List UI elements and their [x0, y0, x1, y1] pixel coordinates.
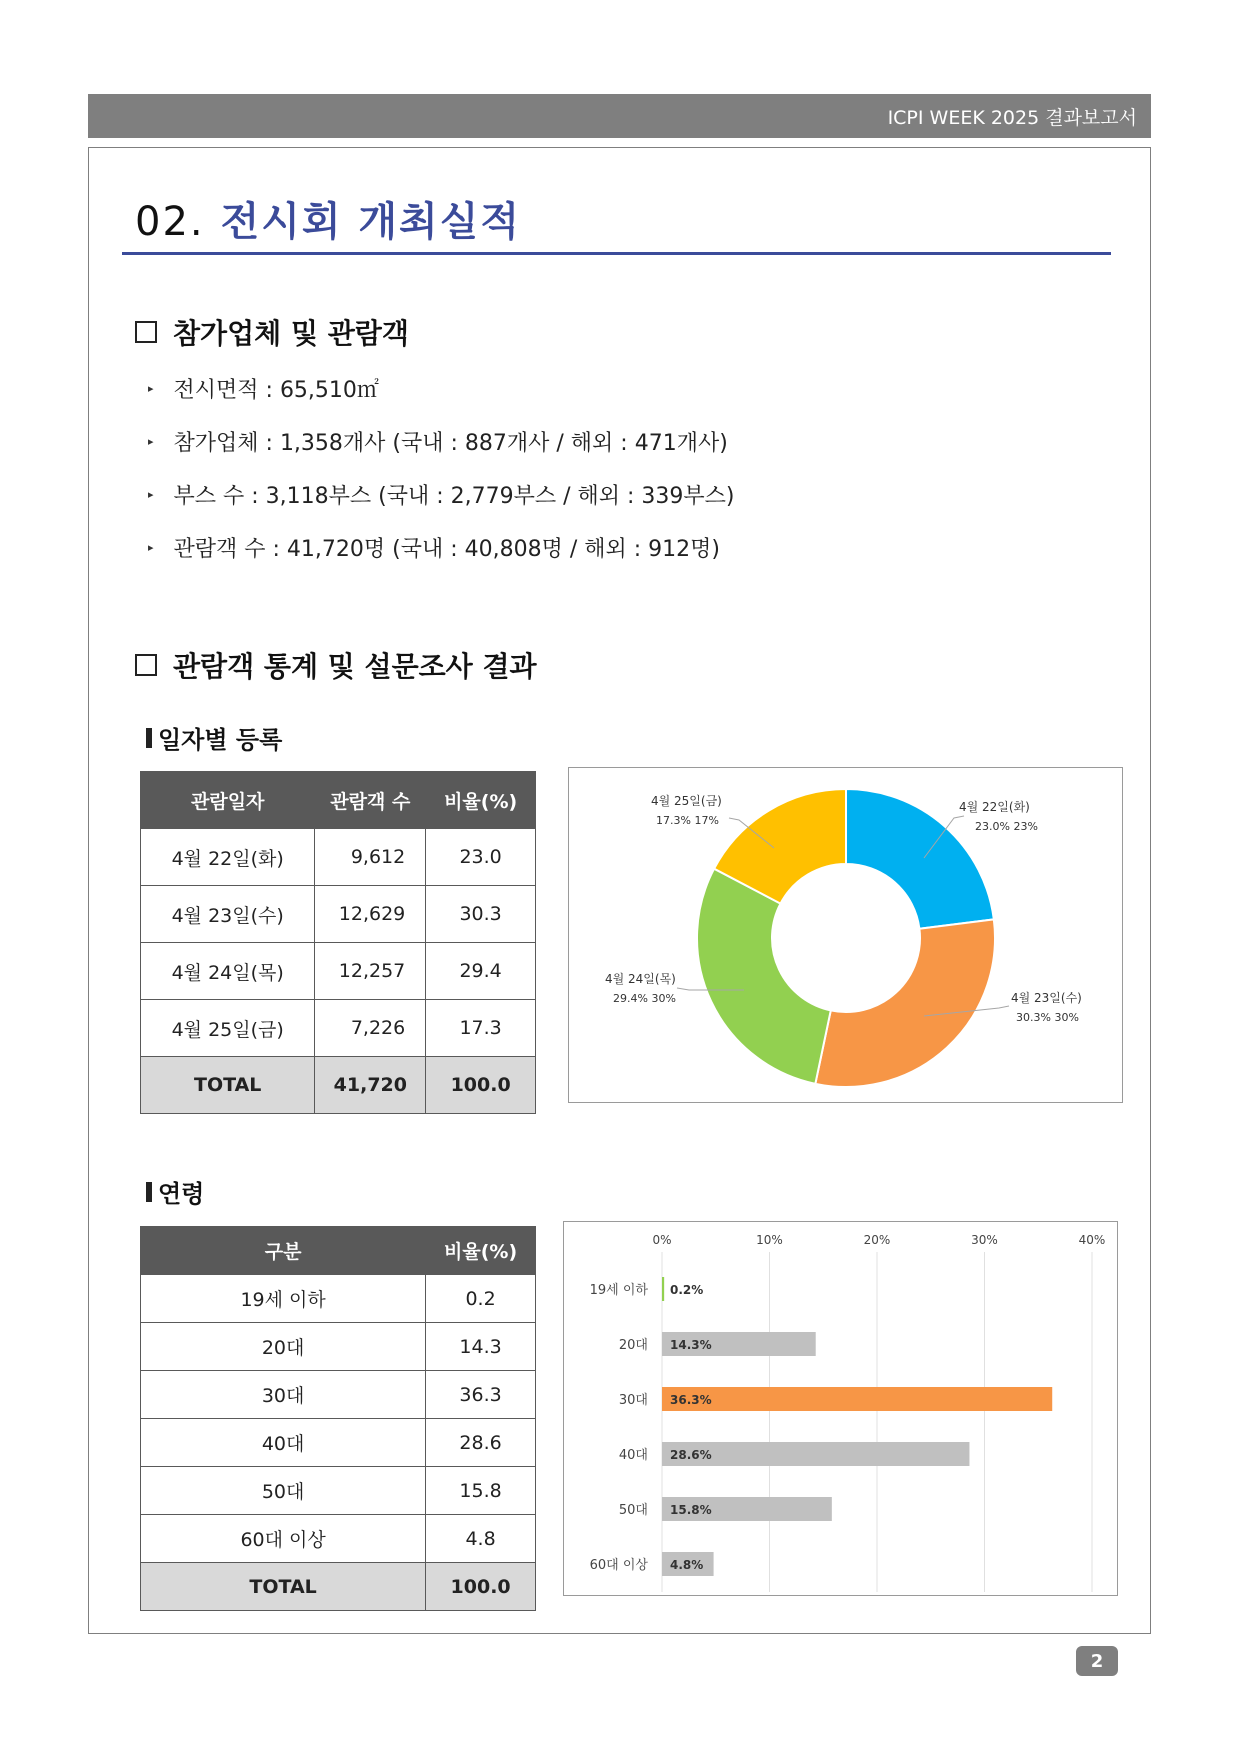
table-row	[141, 1323, 536, 1371]
section-participants	[135, 312, 409, 352]
page-title	[135, 190, 521, 247]
subsection-age-title: 연령	[158, 1180, 205, 1208]
bullet-item	[148, 521, 735, 574]
table-cell: 0.2	[426, 1275, 536, 1323]
donut-value-label: 23.0% 23%	[975, 820, 1038, 833]
table-cell: 20대	[141, 1323, 426, 1371]
section-visitor-stats	[135, 645, 537, 685]
table-cell: 100.0	[426, 1563, 536, 1611]
table-cell: 28.6	[426, 1419, 536, 1467]
donut-slice	[697, 869, 831, 1084]
bar-category-label: 40대	[618, 1448, 648, 1463]
bullet-item	[148, 415, 735, 468]
table-cell: 4월 23일(수)	[141, 886, 315, 943]
subsection-age	[146, 1174, 204, 1209]
table-cell: 30.3	[426, 886, 536, 943]
bullet-text: 관람객 수 : 41,720명 (국내 : 40,808명 / 해외 : 912명)	[173, 537, 720, 562]
table-cell: 4.8	[426, 1515, 536, 1563]
bar-axis-tick-label: 0%	[652, 1233, 672, 1247]
table-header-row	[141, 772, 536, 829]
table-row	[141, 829, 536, 886]
bar-category-label: 60대 이상	[589, 1558, 648, 1573]
bar-data-label: 36.3%	[670, 1393, 712, 1407]
bar-axis-tick-label: 10%	[756, 1233, 783, 1247]
bullet-item	[148, 362, 735, 415]
table-cell: 29.4	[426, 943, 536, 1000]
table-row	[141, 1000, 536, 1057]
table-header-cell: 관람일자	[141, 772, 315, 829]
donut-category-label: 4월 24일(목)	[605, 972, 676, 986]
bar-category-label: 20대	[618, 1338, 648, 1353]
bar-data-label: 4.8%	[670, 1558, 704, 1572]
donut-category-label: 4월 22일(화)	[959, 800, 1030, 814]
daily-donut-chart	[568, 767, 1123, 1103]
table-row	[141, 1275, 536, 1323]
table-cell: 12,629	[315, 886, 426, 943]
bullet-text: 참가업체 : 1,358개사 (국내 : 887개사 / 해외 : 471개사)	[173, 431, 728, 456]
page-title-text: 전시회 개최실적	[220, 199, 521, 245]
donut-chart-svg	[569, 768, 1124, 1104]
table-cell: 17.3	[426, 1000, 536, 1057]
donut-value-label: 17.3% 17%	[656, 814, 719, 827]
triangle-bullet-icon: ▸	[148, 541, 154, 554]
table-row	[141, 1419, 536, 1467]
table-cell: 100.0	[426, 1057, 536, 1114]
header-bar	[88, 94, 1151, 138]
bar-data-label: 28.6%	[670, 1448, 712, 1462]
bar-data-label: 0.2%	[670, 1283, 704, 1297]
bar-marker-icon	[146, 728, 152, 748]
bullet-item	[148, 468, 735, 521]
bar-axis-tick-label: 20%	[863, 1233, 891, 1247]
table-cell: 4월 22일(화)	[141, 829, 315, 886]
table-cell: 4월 25일(금)	[141, 1000, 315, 1057]
table-cell: 14.3	[426, 1323, 536, 1371]
table-cell: 23.0	[426, 829, 536, 886]
table-cell: TOTAL	[141, 1057, 315, 1114]
table-cell: 7,226	[315, 1000, 426, 1057]
bar-axis-tick-label: 30%	[971, 1233, 998, 1247]
age-table	[140, 1226, 536, 1611]
donut-value-label: 29.4% 30%	[613, 992, 676, 1005]
table-total-row	[141, 1563, 536, 1611]
donut-value-label: 30.3% 30%	[1016, 1011, 1079, 1024]
title-underline	[122, 252, 1111, 255]
table-total-row	[141, 1057, 536, 1114]
triangle-bullet-icon: ▸	[148, 488, 154, 501]
table-row	[141, 886, 536, 943]
bar-category-label: 19세 이하	[589, 1283, 648, 1298]
bar-category-label: 50대	[618, 1503, 648, 1518]
table-row	[141, 943, 536, 1000]
table-cell: 4월 24일(목)	[141, 943, 315, 1000]
table-cell: 12,257	[315, 943, 426, 1000]
bar-axis-tick-label: 40%	[1078, 1233, 1106, 1247]
subsection-daily	[146, 720, 282, 755]
bar-marker-icon	[146, 1182, 152, 1202]
table-header-cell: 비율(%)	[426, 1227, 536, 1275]
table-cell: 36.3	[426, 1371, 536, 1419]
section-participants-title: 참가업체 및 관람객	[173, 317, 409, 350]
table-cell: 50대	[141, 1467, 426, 1515]
table-cell: 30대	[141, 1371, 426, 1419]
bar-data-label: 15.8%	[670, 1503, 712, 1517]
table-row	[141, 1467, 536, 1515]
table-cell: 9,612	[315, 829, 426, 886]
bar-mark	[662, 1387, 1052, 1411]
table-cell: 60대 이상	[141, 1515, 426, 1563]
table-header-cell: 관람객 수	[315, 772, 426, 829]
bar-mark	[662, 1277, 664, 1301]
bar-chart-svg	[564, 1222, 1119, 1597]
bar-category-label: 30대	[618, 1393, 648, 1408]
page-title-number: 02.	[135, 199, 205, 245]
table-row	[141, 1371, 536, 1419]
triangle-bullet-icon: ▸	[148, 382, 154, 395]
table-row	[141, 1515, 536, 1563]
table-cell: 15.8	[426, 1467, 536, 1515]
donut-slice	[815, 919, 995, 1087]
checkbox-icon	[135, 321, 157, 343]
section-visitor-stats-title: 관람객 통계 및 설문조사 결과	[173, 650, 537, 683]
header-title: ICPI WEEK 2025 결과보고서	[887, 106, 1137, 129]
table-header-row	[141, 1227, 536, 1275]
bullet-text: 전시면적 : 65,510㎡	[173, 378, 379, 403]
checkbox-icon	[135, 654, 157, 676]
page-number	[1076, 1646, 1118, 1676]
summary-bullet-list	[148, 362, 735, 574]
bar-data-label: 14.3%	[670, 1338, 712, 1352]
table-cell: 41,720	[315, 1057, 426, 1114]
table-header-cell: 구분	[141, 1227, 426, 1275]
table-cell: 19세 이하	[141, 1275, 426, 1323]
donut-category-label: 4월 23일(수)	[1011, 991, 1082, 1005]
donut-category-label: 4월 25일(금)	[651, 794, 722, 808]
daily-registration-table	[140, 771, 536, 1114]
table-cell: 40대	[141, 1419, 426, 1467]
table-header-cell: 비율(%)	[426, 772, 536, 829]
table-cell: TOTAL	[141, 1563, 426, 1611]
triangle-bullet-icon: ▸	[148, 435, 154, 448]
bullet-text: 부스 수 : 3,118부스 (국내 : 2,779부스 / 해외 : 339부스)	[173, 484, 735, 509]
subsection-daily-title: 일자별 등록	[158, 726, 283, 754]
age-bar-chart	[563, 1221, 1118, 1596]
page-number-text: 2	[1090, 1650, 1104, 1672]
